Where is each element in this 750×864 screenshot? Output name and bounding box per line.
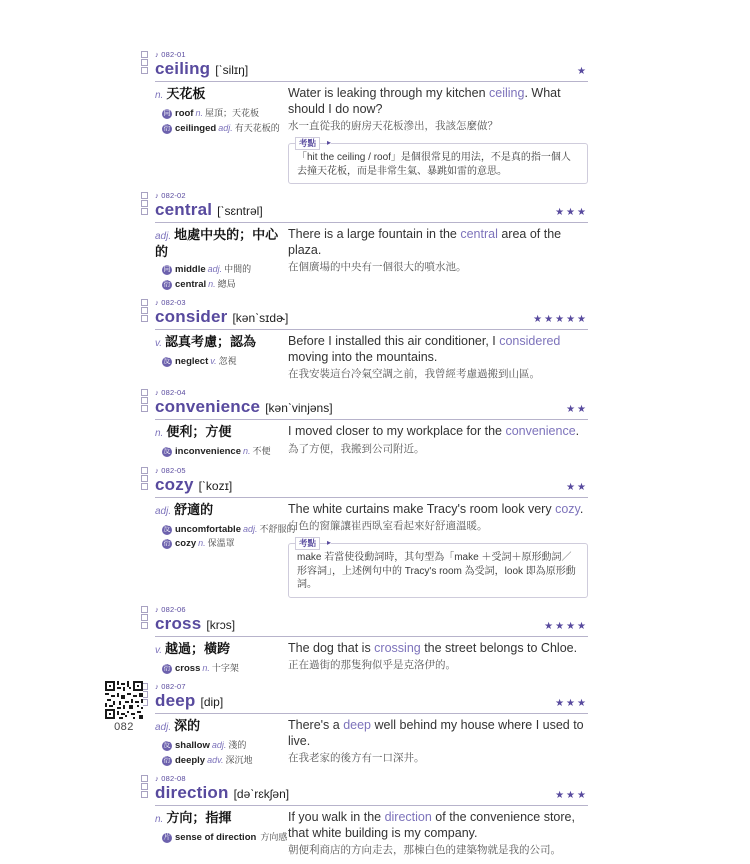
sentence-keyword: considered <box>499 334 561 348</box>
related-gloss: 深沉地 <box>225 754 253 765</box>
related-word-row <box>162 262 282 277</box>
audio-track-label <box>155 191 588 200</box>
track-number: 082-02 <box>161 191 186 200</box>
relation-badge-icon: 衍 <box>163 280 171 288</box>
related-word-row <box>162 522 296 537</box>
entry-header <box>155 466 588 498</box>
checkbox <box>141 783 148 790</box>
related-list <box>162 830 288 845</box>
entry-body <box>155 424 588 459</box>
phonetic-transcription: [kənˋsɪdɚ] <box>232 311 289 325</box>
definition-column <box>155 718 288 767</box>
related-gloss: 十字架 <box>211 662 239 673</box>
track-number: 082-04 <box>161 388 186 397</box>
relation-badge-icon: 反 <box>163 525 171 533</box>
music-note-icon: ♪ <box>155 388 162 397</box>
example-column <box>288 502 588 598</box>
star-rating: ★★ <box>566 404 588 415</box>
relation-badge-icon: 衍 <box>163 540 171 547</box>
sentence-keyword: central <box>460 227 498 241</box>
example-column <box>288 86 588 184</box>
relation-badge-icon: 片 <box>163 834 171 841</box>
related-word: inconvenience <box>175 446 241 457</box>
headword-row <box>155 475 588 496</box>
audio-track-label <box>155 774 588 783</box>
dictionary-entry <box>155 191 588 291</box>
note-arrow-icon: ▸ <box>327 138 332 147</box>
sentence-after: . <box>575 424 580 438</box>
headword-wrap <box>155 397 333 418</box>
entry-body <box>155 334 588 381</box>
example-sentence <box>288 641 588 657</box>
related-word: neglect <box>175 356 209 367</box>
checkbox <box>141 483 148 490</box>
checkbox <box>141 51 148 58</box>
related-gloss: 不舒服的 <box>259 523 296 534</box>
related-gloss: 方向感 <box>260 832 288 842</box>
note-arrow-icon: ▸ <box>327 538 332 547</box>
audio-track-label <box>155 298 588 307</box>
memorize-checkboxes <box>141 389 148 413</box>
definition-line <box>155 334 282 351</box>
headword-row <box>155 200 588 221</box>
example-translation: 水一直從我的廚房天花板滲出，我該怎麼做？ <box>288 120 498 132</box>
page-footer <box>104 681 144 733</box>
track-number: 082-05 <box>161 465 186 475</box>
relation-badge-icon: 反 <box>163 448 171 455</box>
related-pos: n. <box>195 108 203 118</box>
phonetic-transcription: [kənˋvinjəns] <box>265 401 333 415</box>
checkbox <box>141 299 148 306</box>
sentence-keyword: cozy <box>555 501 580 516</box>
related-word: deeply <box>175 754 206 766</box>
example-sentence <box>288 334 588 365</box>
checkbox <box>141 775 148 782</box>
sentence-before: If you walk in the <box>288 810 385 824</box>
relation-badge-icon: 同 <box>163 110 171 117</box>
definition-line <box>155 718 282 735</box>
related-pos: adj. <box>242 523 258 534</box>
example-column <box>288 334 588 381</box>
related-word-row <box>162 830 288 845</box>
part-of-speech: v. <box>155 644 163 656</box>
example-translation: 在個廣場的中央有一個很大的噴水池。 <box>288 261 467 273</box>
phonetic-transcription: [ˋsilɪŋ] <box>215 63 249 77</box>
example-sentence <box>288 718 588 749</box>
related-gloss: 淺的 <box>228 740 247 750</box>
track-number: 082-01 <box>161 50 186 59</box>
related-word: roof <box>175 108 194 119</box>
star-rating: ★★★★ <box>544 620 588 632</box>
checkbox <box>141 67 148 74</box>
headword: deep <box>155 691 196 710</box>
headword-wrap <box>155 614 235 635</box>
dictionary-entry <box>155 50 588 184</box>
sentence-before: Before I installed this air conditioner, I <box>288 334 500 348</box>
related-list <box>162 106 282 135</box>
track-number: 082-03 <box>161 298 186 307</box>
checkbox <box>141 192 148 199</box>
headword-row <box>155 397 588 418</box>
definition-column <box>155 810 288 857</box>
chinese-meaning: 地處中央的；中心的 <box>155 227 279 259</box>
related-pos: adv. <box>207 754 224 765</box>
exam-note <box>288 538 588 598</box>
related-word-row <box>162 106 282 121</box>
definition-line <box>155 424 282 441</box>
sentence-after: area of the plaza. <box>288 227 562 257</box>
star-rating: ★★★★★ <box>533 314 588 325</box>
related-pos: adj. <box>218 122 233 133</box>
checkbox <box>141 614 148 621</box>
memorize-checkboxes <box>141 775 148 799</box>
sentence-after: of the convenience store, that white building is my company. <box>288 810 575 840</box>
relation-badge-icon: 反 <box>163 742 171 749</box>
related-gloss: 總局 <box>217 278 236 289</box>
music-note-icon: ♪ <box>155 774 162 783</box>
sentence-after: . What should I do now? <box>288 86 561 116</box>
entry-header <box>155 388 588 420</box>
chinese-meaning: 深的 <box>174 718 201 733</box>
relation-badge-icon: 衍 <box>163 124 171 132</box>
headword-wrap <box>155 200 263 221</box>
entry-body <box>155 86 588 184</box>
related-word-row <box>162 536 282 551</box>
checkbox <box>141 208 148 215</box>
star-rating: ★ <box>577 66 588 77</box>
headword: central <box>155 200 213 219</box>
track-number: 082-06 <box>161 604 186 614</box>
related-list <box>162 738 282 767</box>
entry-header <box>155 774 588 806</box>
related-pos: adj. <box>207 264 223 274</box>
relation-badge-icon: 衍 <box>163 756 171 764</box>
related-list <box>162 661 282 676</box>
chinese-meaning: 舒適的 <box>174 501 214 517</box>
example-column <box>288 227 588 291</box>
part-of-speech: n. <box>155 814 164 825</box>
definition-column <box>155 641 288 676</box>
audio-track-label <box>155 388 588 397</box>
example-column <box>288 641 588 676</box>
related-word: cross <box>175 662 201 674</box>
entry-header <box>155 298 588 330</box>
headword-wrap <box>155 475 232 496</box>
headword: ceiling <box>155 59 211 78</box>
checkbox <box>141 622 148 629</box>
part-of-speech: n. <box>155 90 164 101</box>
entry-header <box>155 50 588 82</box>
sentence-before: There is a large fountain in the <box>288 227 461 241</box>
phonetic-transcription: [dip] <box>200 695 224 709</box>
sentence-before: There's a <box>288 718 344 732</box>
exam-note-label: 考點 <box>295 537 320 550</box>
relation-badge-icon: 衍 <box>163 664 171 672</box>
track-number: 082-07 <box>161 682 186 691</box>
definition-line <box>155 227 282 259</box>
related-gloss: 忽視 <box>218 356 237 366</box>
part-of-speech: adj. <box>155 722 172 733</box>
sentence-after: . <box>579 501 584 516</box>
music-note-icon: ♪ <box>155 604 162 614</box>
part-of-speech: adj. <box>155 505 172 517</box>
music-note-icon: ♪ <box>155 191 162 200</box>
definition-column <box>155 227 288 291</box>
entry-body <box>155 502 588 598</box>
qr-code <box>105 681 143 719</box>
related-pos: n. <box>198 538 206 548</box>
checkbox <box>141 307 148 314</box>
sentence-after: moving into the mountains. <box>288 349 438 364</box>
audio-track-label <box>155 50 588 59</box>
dictionary-entry <box>155 605 588 676</box>
headword-row <box>155 307 588 328</box>
music-note-icon: ♪ <box>155 298 162 307</box>
sentence-keyword: direction <box>384 810 432 824</box>
star-rating: ★★ <box>566 481 588 493</box>
related-gloss: 屋頂；天花板 <box>204 108 259 118</box>
checkbox <box>141 397 148 404</box>
relation-badge-icon: 反 <box>163 358 171 365</box>
relation-badge-icon: 同 <box>163 266 171 273</box>
entry-body <box>155 810 588 857</box>
definition-column <box>155 86 288 184</box>
example-translation: 白色的窗簾讓崔西臥室看起來好舒適溫暖。 <box>288 520 488 532</box>
example-translation: 朝便利商店的方向走去，那棟白色的建築物就是我的公司。 <box>288 844 561 856</box>
entry-header <box>155 605 588 637</box>
star-rating: ★★★ <box>555 207 588 218</box>
related-gloss: 中間的 <box>224 264 252 274</box>
dictionary-entry <box>155 466 588 598</box>
chinese-meaning: 便利；方便 <box>166 424 232 439</box>
headword-row <box>155 783 588 804</box>
headword-wrap <box>155 783 289 804</box>
related-word: ceilinged <box>175 122 217 134</box>
related-word: central <box>175 278 207 290</box>
checkbox <box>141 389 148 396</box>
checkbox <box>141 467 148 474</box>
example-column <box>288 810 588 857</box>
headword-row <box>155 614 588 635</box>
related-word-row <box>162 121 282 136</box>
part-of-speech: v. <box>155 338 163 349</box>
headword-row <box>155 59 588 80</box>
sentence-before: The dog that is <box>288 640 375 655</box>
audio-track-label <box>155 605 588 614</box>
phonetic-transcription: [ˋkozɪ] <box>198 478 233 493</box>
related-list <box>162 262 282 291</box>
example-translation: 在我安裝這台冷氣空調之前，我曾經考慮過搬到山區。 <box>288 368 540 380</box>
example-translation: 在我老家的後方有一口深井。 <box>288 752 425 764</box>
phonetic-transcription: [ˋsɛntrəl] <box>217 204 263 218</box>
headword-wrap <box>155 59 248 80</box>
related-list <box>162 522 296 551</box>
part-of-speech: adj. <box>155 231 172 242</box>
checkbox <box>141 315 148 322</box>
exam-note-label: 考點 <box>295 137 320 150</box>
dictionary-entry <box>155 388 588 459</box>
headword: convenience <box>155 397 261 416</box>
related-word-row <box>162 277 282 292</box>
example-column <box>288 718 588 767</box>
headword-row <box>155 691 588 712</box>
example-translation: 為了方便，我搬到公司附近。 <box>288 442 425 455</box>
entry-list <box>155 50 588 864</box>
entry-body <box>155 227 588 291</box>
related-list <box>162 444 282 459</box>
related-word: cozy <box>175 538 197 549</box>
checkbox <box>141 59 148 66</box>
definition-line <box>155 502 282 519</box>
sentence-before: The white curtains make Tracy's room look very <box>288 501 556 516</box>
music-note-icon: ♪ <box>155 682 162 691</box>
chinese-meaning: 天花板 <box>166 86 206 101</box>
related-word: sense of direction <box>175 832 257 843</box>
example-sentence <box>288 227 588 258</box>
checkbox <box>141 200 148 207</box>
chinese-meaning: 方向；指揮 <box>166 810 232 825</box>
example-column <box>288 424 588 459</box>
exam-note-text: 「hit the ceiling / roof」是個很常見的用法，不是真的指一個人去撞天花板，而是非常生氣、暴跳如雷的意思。 <box>297 152 571 177</box>
definition-line <box>155 641 282 658</box>
definition-line <box>155 810 282 827</box>
memorize-checkboxes <box>141 467 148 491</box>
sentence-keyword: ceiling <box>489 86 525 100</box>
example-sentence <box>288 502 588 518</box>
related-list <box>162 354 282 369</box>
definition-column <box>155 334 288 381</box>
related-word-row <box>162 738 282 753</box>
entry-header <box>155 682 588 714</box>
music-note-icon: ♪ <box>155 50 162 59</box>
entry-body <box>155 718 588 767</box>
related-word: uncomfortable <box>175 523 241 535</box>
page-number: 082 <box>114 721 134 733</box>
entry-header <box>155 191 588 223</box>
related-gloss: 有天花板的 <box>234 122 280 133</box>
entry-body <box>155 641 588 676</box>
related-word-row <box>162 444 282 459</box>
related-gloss: 不便 <box>252 446 271 456</box>
headword: cross <box>155 613 202 633</box>
definition-column <box>155 424 288 459</box>
headword: cozy <box>155 474 194 494</box>
example-sentence <box>288 810 588 841</box>
related-word-row <box>162 661 282 676</box>
headword: consider <box>155 307 228 326</box>
checkbox <box>141 606 148 613</box>
related-gloss: 保溫罩 <box>207 538 235 548</box>
dictionary-entry <box>155 298 588 381</box>
headword-wrap <box>155 307 288 328</box>
sentence-after: the street belongs to Chloe. <box>420 640 578 655</box>
related-word-row <box>162 753 282 768</box>
memorize-checkboxes <box>141 51 148 75</box>
audio-track-label <box>155 466 588 475</box>
sentence-before: Water is leaking through my kitchen <box>288 86 490 100</box>
checkbox <box>141 791 148 798</box>
dictionary-entry <box>155 774 588 857</box>
related-word: shallow <box>175 740 210 751</box>
definition-column <box>155 501 296 598</box>
sentence-keyword: deep <box>343 718 372 732</box>
related-word-row <box>162 354 282 369</box>
memorize-checkboxes <box>141 299 148 323</box>
part-of-speech: n. <box>155 428 164 439</box>
related-pos: adj. <box>211 740 227 750</box>
track-number: 082-08 <box>161 774 186 783</box>
related-pos: n. <box>243 446 251 456</box>
memorize-checkboxes <box>141 192 148 216</box>
sentence-keyword: convenience <box>505 424 576 438</box>
example-sentence <box>288 424 588 440</box>
star-rating: ★★★ <box>555 790 588 801</box>
dictionary-entry <box>155 682 588 767</box>
related-pos: n. <box>208 278 216 289</box>
headword-wrap <box>155 691 223 712</box>
sentence-after: well behind my house where I used to live. <box>288 718 584 748</box>
chinese-meaning: 越過；橫跨 <box>165 640 231 656</box>
related-pos: n. <box>202 662 210 673</box>
audio-track-label <box>155 682 588 691</box>
phonetic-transcription: [dəˋrɛkʃən] <box>233 787 290 801</box>
sentence-keyword: crossing <box>374 640 421 655</box>
exam-note <box>288 138 588 184</box>
exam-note-text: make 若當使役動詞時，其句型為「make ＋受詞＋原形動詞／形容詞」，上述例句中的 Tracy's room 為受詞，look 即為原形動詞。 <box>297 552 576 590</box>
music-note-icon: ♪ <box>155 465 162 475</box>
related-pos: v. <box>210 356 217 366</box>
example-translation: 正在過街的那隻狗似乎是克洛伊的。 <box>288 659 456 671</box>
checkbox <box>141 475 148 482</box>
phonetic-transcription: [krɔs] <box>206 617 236 632</box>
sentence-before: I moved closer to my workplace for the <box>288 424 506 438</box>
headword: direction <box>155 783 229 802</box>
memorize-checkboxes <box>141 606 148 630</box>
definition-line <box>155 86 282 103</box>
chinese-meaning: 認真考慮；認為 <box>165 334 257 349</box>
star-rating: ★★★ <box>555 698 588 709</box>
related-word: middle <box>175 264 206 275</box>
checkbox <box>141 405 148 412</box>
example-sentence <box>288 86 588 117</box>
